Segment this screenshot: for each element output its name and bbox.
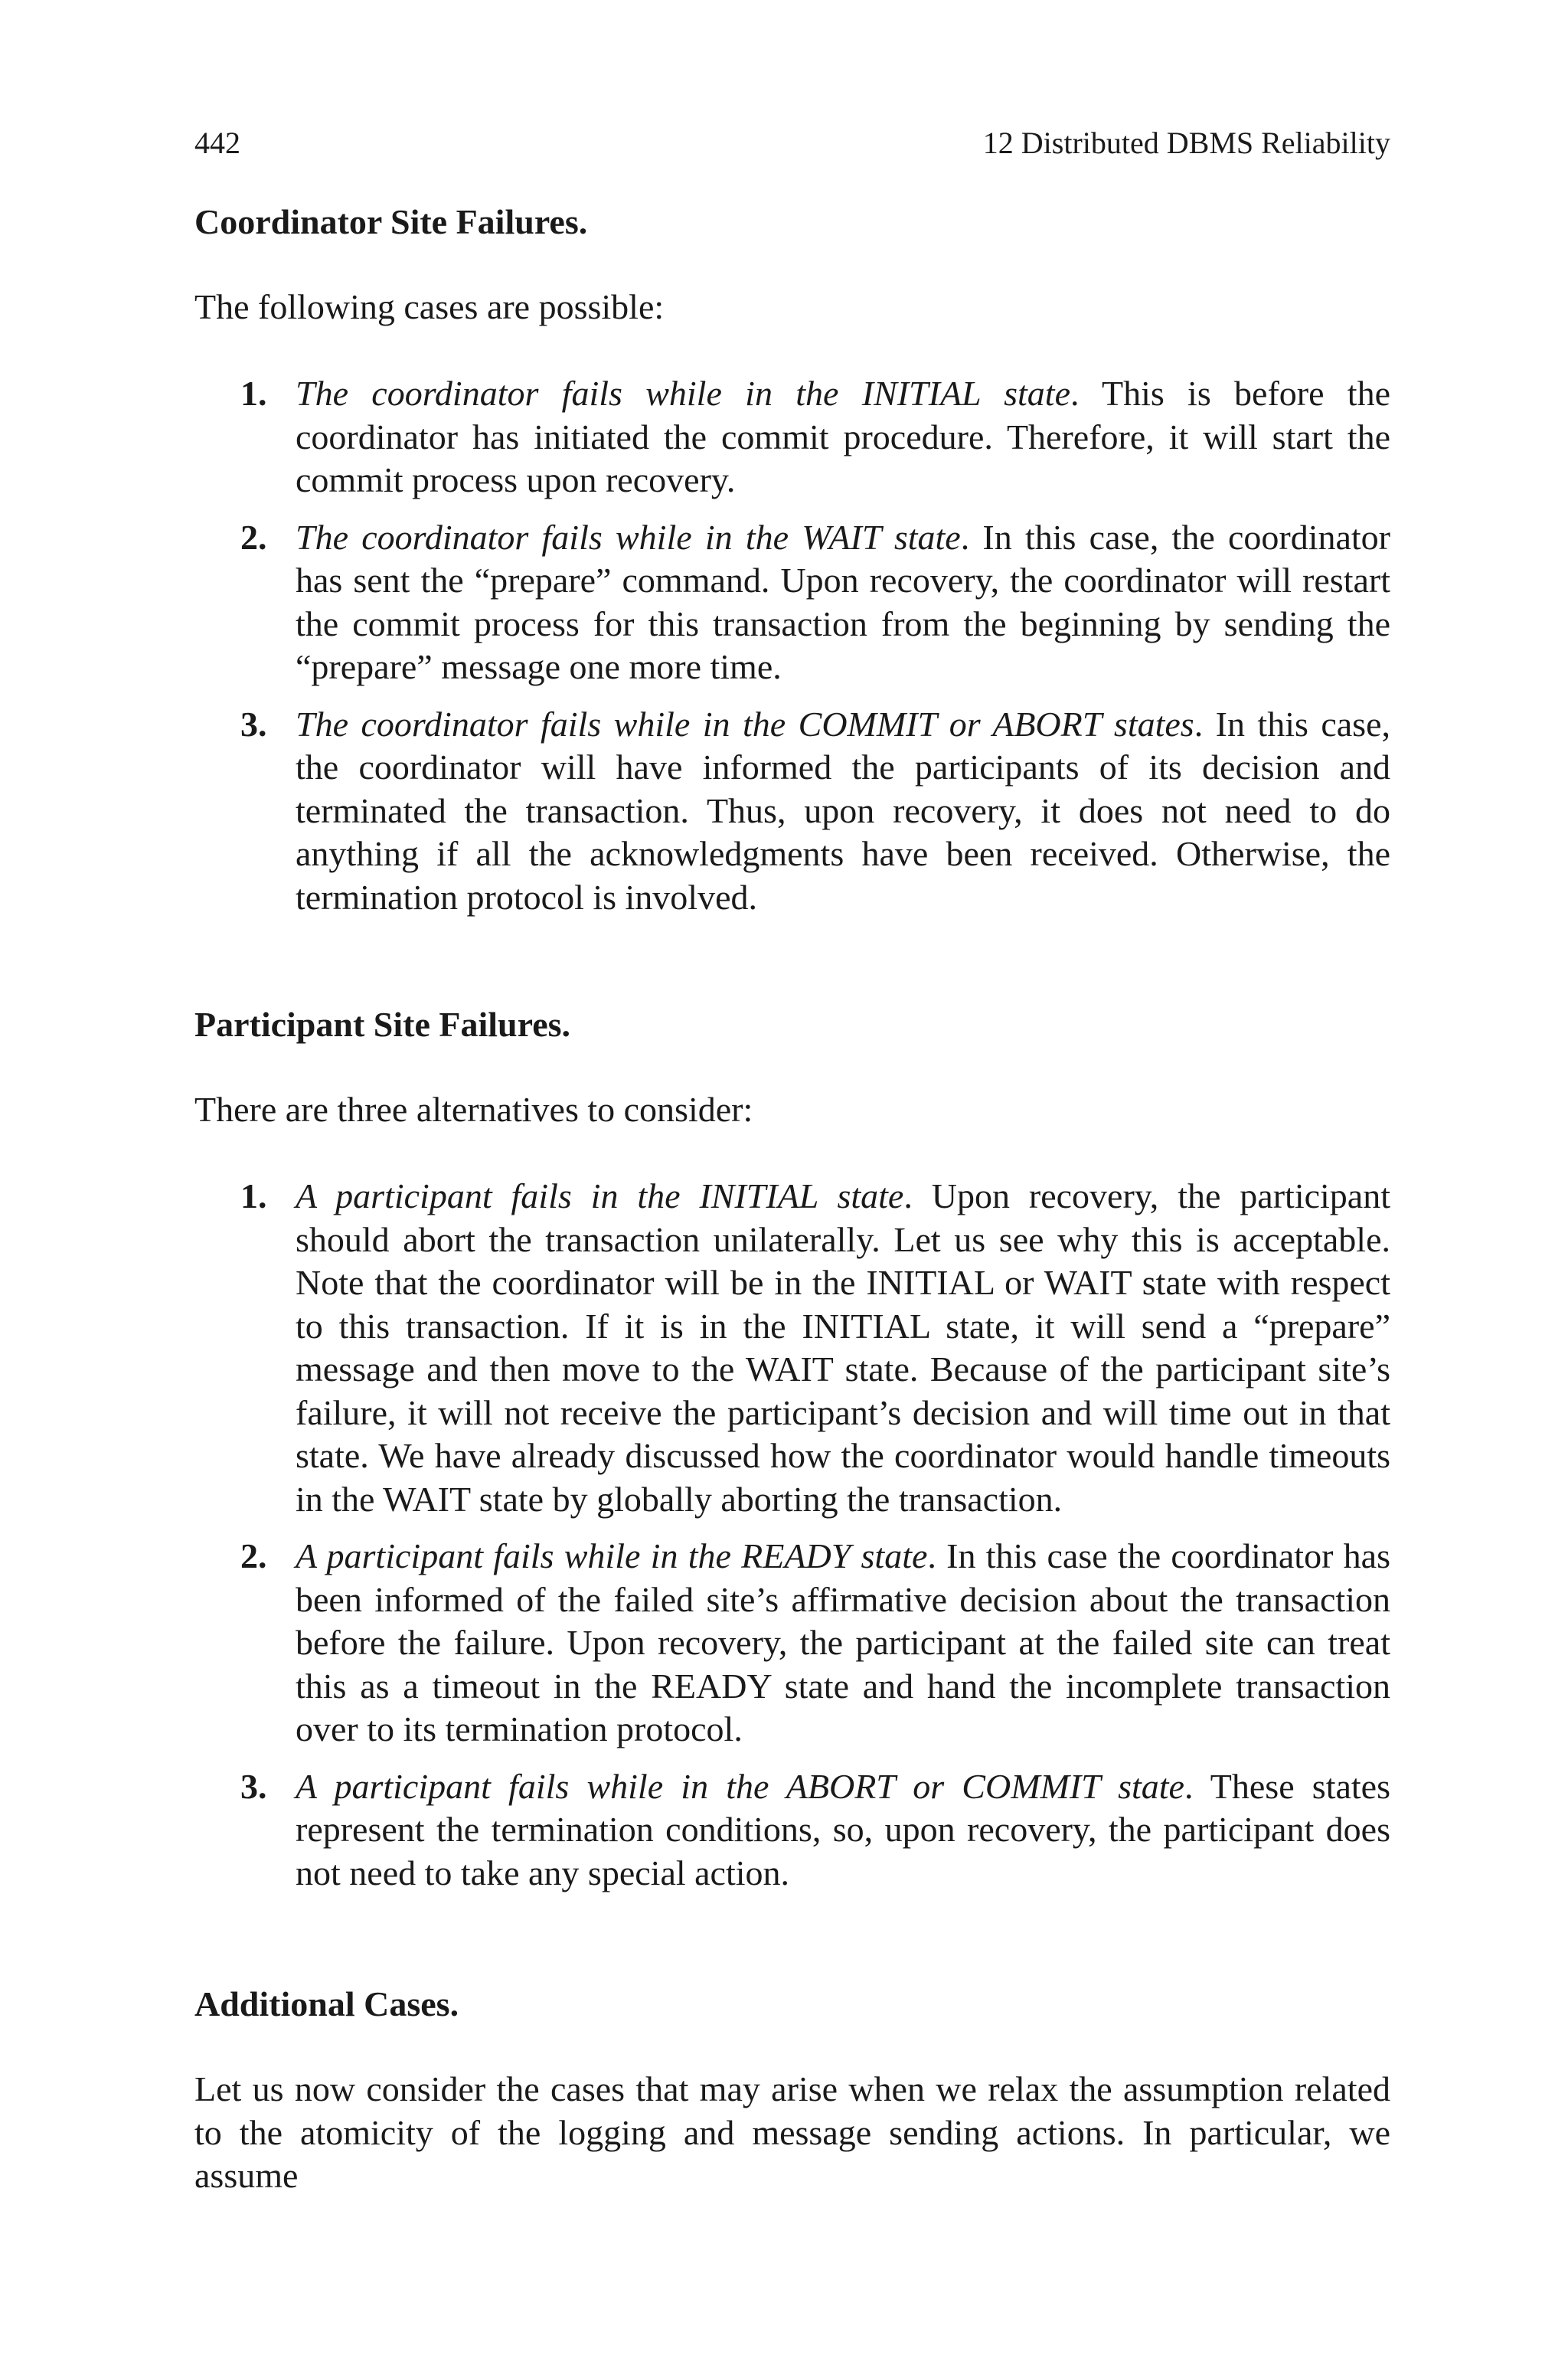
item-text: . Upon recovery, the participant should abort the transaction unilaterally. Let us see why this is acceptable. Note that the coordinator will be in the INITIAL or WAIT state with respect to this transaction. If it is in the INITIAL state, it will send a “prepare” message and then move to the WAIT state. Because of the participant site’s failure, it will not receive the participant’s decision and will time out in that state. We have already discussed how the coordinator would handle timeouts in the WAIT state by globally aborting the transaction. [296, 1176, 1390, 1519]
item-number: 3. [240, 1766, 267, 1806]
list-item [194, 1175, 1390, 1521]
item-lead: The coordinator fails while in the COMMIT or ABORT states [296, 704, 1194, 744]
item-text: . In this case, the coordinator will have informed the participants of its decision and terminated the transaction. Thus, upon recovery, it does not need to do anything if all the acknowledgments have been received. Otherwise, the termination protocol is involved. [296, 704, 1390, 917]
list-item [194, 703, 1390, 920]
additional-heading: Additional Cases. [194, 1984, 459, 2023]
chapter-title: 12 Distributed DBMS Reliability [982, 126, 1390, 160]
item-number: 2. [240, 517, 267, 557]
item-text: . This is before the coordinator has initiated the commit procedure. Therefore, it will start the commit process upon recovery. [296, 374, 1390, 499]
participant-case-list [194, 1175, 1390, 1909]
item-number: 1. [240, 1176, 267, 1215]
item-lead: A participant fails in the INITIAL state [296, 1176, 904, 1215]
coordinator-case-list [194, 372, 1390, 933]
running-head [194, 124, 1390, 162]
item-text: . In this case the coordinator has been informed of the failed site’s affirmative decision about the transaction before the failure. Upon recovery, the participant at the failed site can treat this as a timeout in the READY state and hand the incomplete transaction over to its termination protocol. [296, 1536, 1390, 1748]
item-text: . These states represent the termination conditions, so, upon recovery, the participant does not need to take any special action. [296, 1766, 1390, 1892]
coordinator-heading: Coordinator Site Failures. [194, 202, 588, 241]
additional-paragraph: Let us now consider the cases that may arise when we relax the assumption related to the atomicity of the logging and message sending actions. In particular, we assume [194, 2069, 1390, 2195]
item-number: 1. [240, 374, 267, 413]
list-item [194, 516, 1390, 689]
item-text: . In this case, the coordinator has sent the “prepare” command. Upon recovery, the coordinator will restart the commit process for this transaction from the beginning by sending the “prepare” message one more time. [296, 517, 1390, 686]
item-lead: A participant fails while in the READY state [296, 1536, 928, 1575]
item-lead: The coordinator fails while in the INITIAL state [296, 374, 1070, 413]
list-item [194, 372, 1390, 502]
item-lead: A participant fails while in the ABORT or COMMIT state [296, 1766, 1184, 1806]
participant-intro: There are three alternatives to consider: [194, 1090, 753, 1129]
item-number: 2. [240, 1536, 267, 1575]
list-item [194, 1535, 1390, 1752]
coordinator-intro: The following cases are possible: [194, 287, 665, 326]
page-number: 442 [194, 126, 240, 160]
item-number: 3. [240, 704, 267, 744]
item-lead: The coordinator fails while in the WAIT state [296, 517, 961, 557]
list-item [194, 1765, 1390, 1896]
participant-heading: Participant Site Failures. [194, 1005, 571, 1044]
